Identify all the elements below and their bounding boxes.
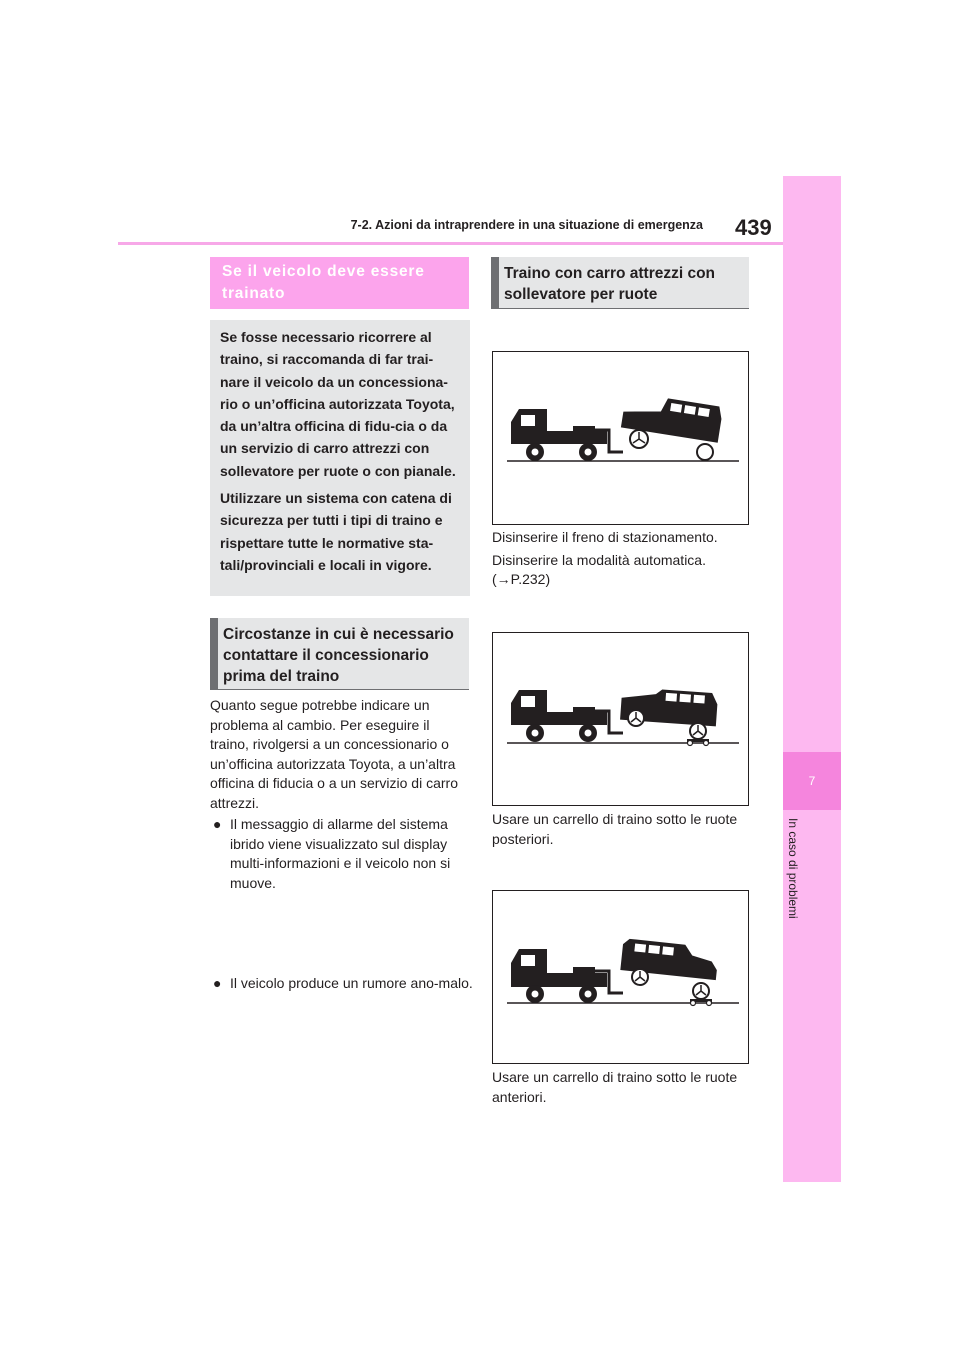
box-paragraph-2: Utilizzare un sistema con catena di sicurezza per tutti i tipi di traino e rispettare tutte le normative sta-tali/provinciali e locali in vigore.	[220, 490, 452, 573]
dealer-intro-text: Quanto segue potrebbe indicare un problema al cambio. Per eseguire il traino, rivolgersi a un concessionario o un’officina autorizzata Toyota, a un’altra officina di fiducia o a un servizio di carro attrezzi.	[210, 697, 458, 811]
bullet-text-2: Il veicolo produce un rumore ano-malo.	[230, 975, 473, 991]
figure-front-2wd	[492, 351, 749, 525]
figure-front-awd	[492, 632, 749, 806]
chapter-number-tab	[783, 752, 841, 810]
section-heading-wheel-lift: Traino con carro attrezzi con sollevatore per ruote	[491, 257, 749, 309]
item3-text: Usare un carrello di traino sotto le ruote anteriori.	[492, 1069, 738, 1105]
section-heading-contact-dealer: Circostanze in cui è necessario contattare il concessionario prima del traino	[210, 618, 469, 690]
towing-info-box	[210, 320, 470, 596]
tow-truck-front-2wd-illustration	[493, 352, 750, 526]
item1-text1: Disinserire il freno di stazionamento.	[492, 529, 718, 545]
tow-truck-rear-illustration	[493, 891, 750, 1065]
box-paragraph-1: Se fosse necessario ricorrere al traino, si raccomanda di far trai-nare il veicolo da un concessiona-rio o un’officina autorizzata Toyota, da un’altra officina di fidu-cia o da un servizio di carro attrezzi con sollevatore per ruote o con pianale.	[220, 329, 456, 479]
section-heading-towing: Se il veicolo deve essere trainato	[210, 257, 469, 309]
item1-page-ref: (→P.232)	[492, 571, 551, 587]
chapter-side-tab	[783, 176, 841, 1182]
tow-truck-front-awd-illustration	[493, 633, 750, 807]
chapter-label: In caso di problemi	[786, 818, 800, 919]
bullet-icon: ●	[213, 975, 222, 991]
item2-text: Usare un carrello di traino sotto le ruote posteriori.	[492, 811, 738, 847]
list-item	[213, 815, 480, 893]
chapter-number: 7	[808, 774, 816, 788]
list-item	[213, 974, 480, 994]
chapter-header: 7-2. Azioni da intraprendere in una situazione di emergenza	[350, 218, 703, 232]
item1-text2: Disinserire la modalità automatica.	[492, 552, 706, 568]
figure-rear	[492, 890, 749, 1064]
header-rule	[118, 242, 783, 245]
bullet-text-1: Il messaggio di allarme del sistema ibrido viene visualizzato sul display multi-informazioni e il veicolo non si muove.	[230, 816, 451, 891]
page-number: 439	[735, 215, 772, 240]
bullet-icon: ●	[213, 816, 222, 832]
